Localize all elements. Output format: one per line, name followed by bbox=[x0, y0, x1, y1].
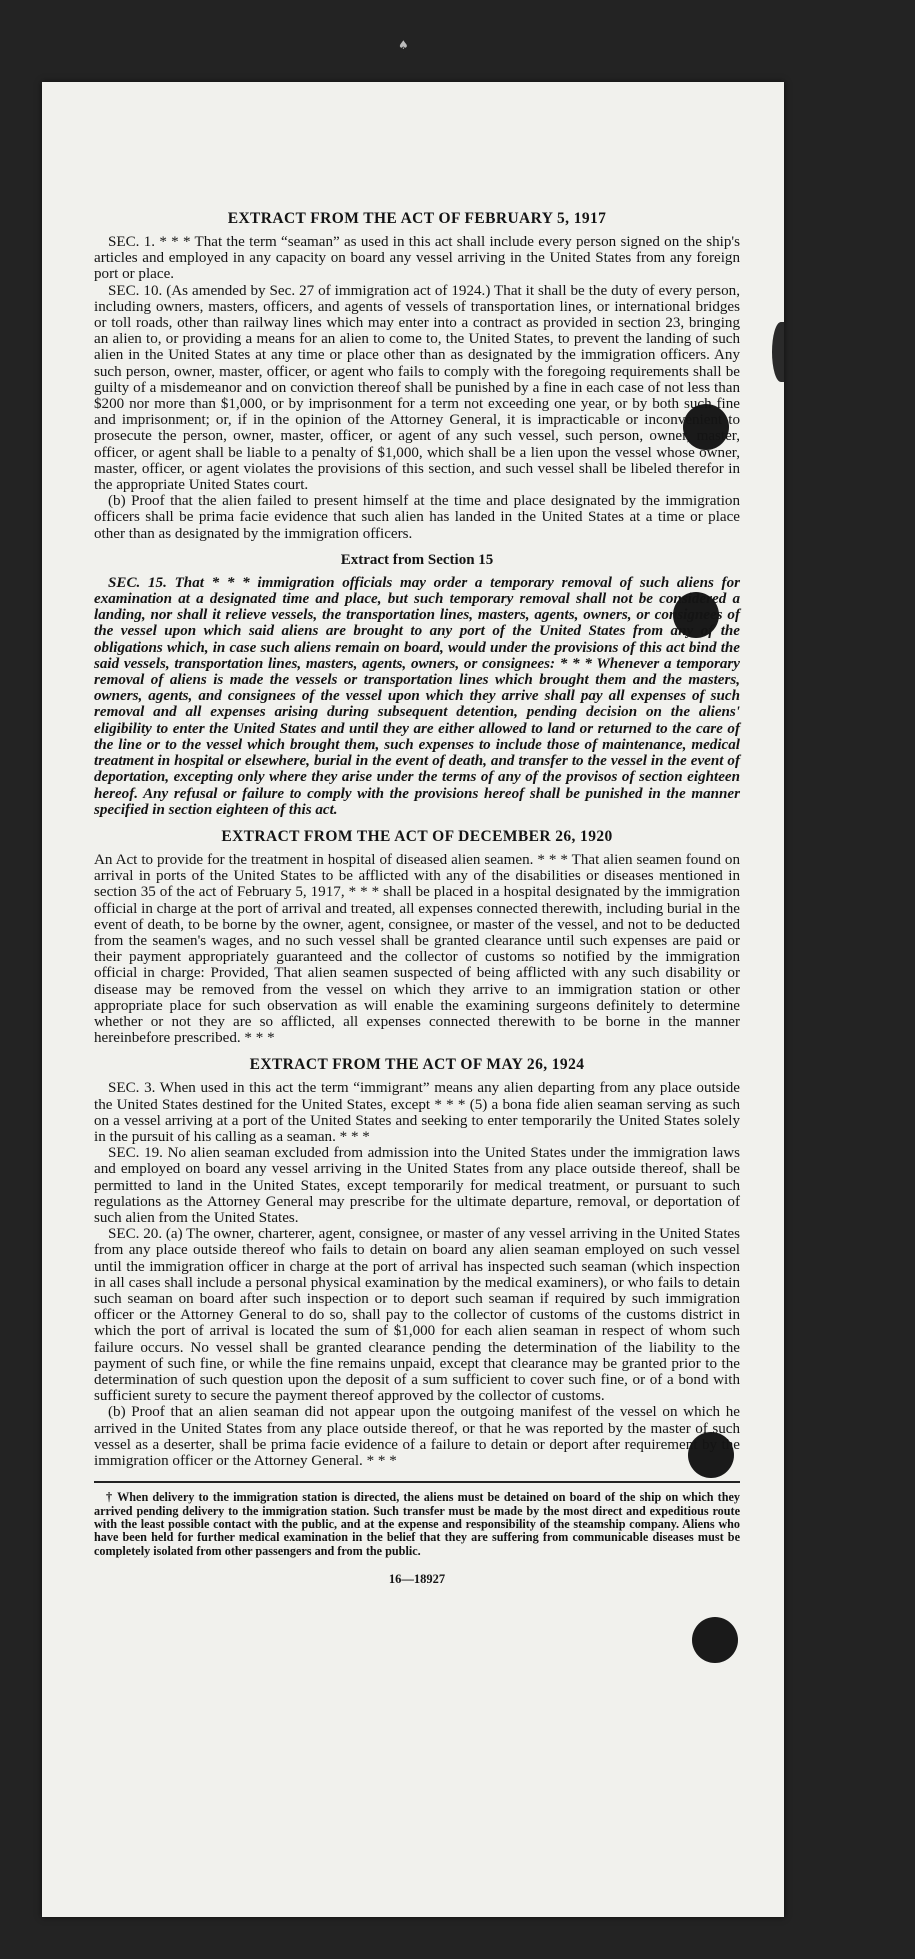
page-number: 16—18927 bbox=[388, 1572, 446, 1587]
paragraph-sec-3: SEC. 3. When used in this act the term “immigrant” means any alien departing from any place outside the United States destined for the United States, except * * * (5) a bona fide alien seaman serving as such on a vessel arriving at a port of the United States and seeking to enter temporarily the United States solely in the pursuit of his calling as a seaman. * * * bbox=[94, 1080, 740, 1145]
section-extract-sec-15 bbox=[94, 552, 740, 818]
paragraph-act-1920: An Act to provide for the treatment in hospital of diseased alien seamen. * * * That alien seamen found on arrival in ports of the United States to be afflicted with any of the disabilities or diseases mentioned in section 35 of the act of February 5, 1917, * * * shall be placed in a hospital designated by the immigration official in charge at the port of arrival and treated, all expenses connected therewith, including burial in the event of death, to be borne by the owner, agent, consignee, or master of the vessel, and not to be deducted from the seamen's wages, and no such vessel shall be granted clearance until such expenses are paid or their payment appropriately guaranteed and the collector of customs so notified by the immigration official in charge: Provided, That alien seamen suspected of being afflicted with any such disability or disease may be removed from the vessel on which they arrive to an immigration station or other appropriate place for such observation as will enable the examining surgeons definitely to determine whether or not they are so afflicted, all expenses connected therewith to be borne in the manner hereinbefore prescribed. * * * bbox=[94, 851, 740, 1047]
paragraph-sec-15: SEC. 15. That * * * immigration officials may order a temporary removal of such aliens for examination at a designated time and place, but such temporary removal shall not be considered a landing, nor shall it relieve vessels, the transportation lines, masters, agents, owners, or consignees of the vessel upon which said aliens are brought to any port of the United States from any of the obligations which, in case such aliens remain on board, would under the provisions of this act bind the said vessels, transportation lines, masters, agents, owners, or consignees: * * * Whenever a temporary removal of aliens is made the vessels or transportation lines which brought them and the masters, owners, agents, and consignees of the vessel upon which they arrive shall pay all expenses of such removal and all expenses arising during subsequent detention, pending decision on the aliens' eligibility to enter the United States and until they are either allowed to land or returned to the care of the line or to the vessel which brought them, such expenses to include those of maintenance, medical treatment in hospital or elsewhere, burial in the event of death, and transfer to the vessel in the event of deportation, excepting only where they arise under the terms of any of the provisos of section eighteen hereof. Any refusal or failure to comply with the provisions hereof shall be punished in the manner specified in section eighteen of this act. bbox=[94, 574, 740, 818]
paragraph-sec-20-a: SEC. 20. (a) The owner, charterer, agent, consignee, or master of any vessel arriving in the United States from any place outside thereof who fails to detain on board any alien seaman employed on such vessel until the immigration officer in charge at the port of arrival has inspected such seaman (which inspection in all cases shall include a personal physical examination by the medical examiners), or who fails to detain such seaman on board after such inspection or to deport such seaman if required by such immigration officer or the Attorney General to do so, shall pay to the collector of customs of the customs district in which the port of arrival is located the sum of $1,000 for each alien seaman in respect of whom such failure occurs. No vessel shall be granted clearance pending the determination of the liability to the payment of such fine, or while the fine remains unpaid, except that clearance may be granted prior to the determination of such question upon the deposit of a sum sufficient to cover such fine, or of a bond with sufficient surety to secure the payment thereof approved by the collector of customs. bbox=[94, 1226, 740, 1405]
document-text bbox=[94, 210, 740, 1587]
footnote-divider bbox=[94, 1481, 740, 1483]
heading-section-15: Extract from Section 15 bbox=[340, 551, 494, 568]
heading-act-1920: EXTRACT FROM THE ACT OF DECEMBER 26, 1920 bbox=[221, 827, 613, 845]
punch-hole-4 bbox=[692, 1617, 738, 1663]
footnote bbox=[94, 1491, 740, 1558]
paragraph-sec-10: SEC. 10. (As amended by Sec. 27 of immigration act of 1924.) That it shall be the duty of every person, including owners, masters, officers, and agents of vessels of transportation lines, or international bridges or toll roads, other than railway lines which may enter into a contract as provided in section 23, bringing an alien to, or providing a means for an alien to come to, the United States, to prevent the landing of such alien in the United States at any time or place other than as designated by the immigration officers. Any such person, owner, master, officer, or agent who fails to comply with the foregoing requirements shall be guilty of a misdemeanor and on conviction thereof shall be punished by a fine in each case of not less than $200 nor more than $1,000, or by imprisonment for a term not exceeding one year, or by both such fine and imprisonment; or, if in the opinion of the Attorney General, it is impracticable or inconvenient to prosecute the person, owner, master, officer, or agent of any such vessel, such person, owner, master, officer, or agent shall be liable to a penalty of $1,000, which shall be a lien upon the vessel whose owner, master, officer, or agent violates the provisions of this section, and such vessel shall be libeled therefor in the appropriate United States court. bbox=[94, 282, 740, 494]
section-act-1920 bbox=[94, 828, 740, 1046]
heading-act-1917: EXTRACT FROM THE ACT OF FEBRUARY 5, 1917 bbox=[227, 210, 607, 227]
binder-clip-mark bbox=[772, 322, 784, 382]
document-page bbox=[42, 82, 784, 1917]
footnote-text: † When delivery to the immigration station is directed, the aliens must be detained on board of the ship on which they arrived pending delivery to the immigration station. Such transfer must be made by the most direct and expeditious route with the least possible contact with the public, and at the expense and responsibility of the steamship company. Aliens who have been held for further medical examination in the belief that they are suffering from communicable diseases must be completely isolated from other passengers and from the public. bbox=[94, 1490, 740, 1558]
paper-speck: ♠ bbox=[398, 38, 409, 52]
heading-act-1924: EXTRACT FROM THE ACT OF MAY 26, 1924 bbox=[249, 1056, 585, 1074]
section-act-1917 bbox=[94, 210, 740, 542]
paragraph-sec-1: SEC. 1. * * * That the term “seaman” as used in this act shall include every person signed on the ship's articles and employed in any capacity on board any vessel arriving in the United States from any foreign port or place. bbox=[94, 234, 740, 283]
paragraph-sec-20-b: (b) Proof that an alien seaman did not appear upon the outgoing manifest of the vessel on which he arrived in the United States from any place outside thereof, or that he was reported by the master of such vessel as a deserter, shall be prima facie evidence of a failure to detain or deport after requirement by the immigration officer or the Attorney General. * * * bbox=[94, 1404, 740, 1470]
paragraph-sec-19: SEC. 19. No alien seaman excluded from admission into the United States under the immigration laws and employed on board any vessel arriving in the United States from any place outside thereof, shall be permitted to land in the United States, except temporarily for medical treatment, or pursuant to such regulations as the Attorney General may prescribe for the ultimate departure, removal, or deportation of such alien from the United States. bbox=[94, 1145, 740, 1226]
paragraph-sec-10-b: (b) Proof that the alien failed to present himself at the time and place designated by the immigration officers shall be prima facie evidence that such alien has landed in the United States at a time or place other than as designated by the immigration officers. bbox=[94, 493, 740, 542]
section-act-1924 bbox=[94, 1056, 740, 1469]
